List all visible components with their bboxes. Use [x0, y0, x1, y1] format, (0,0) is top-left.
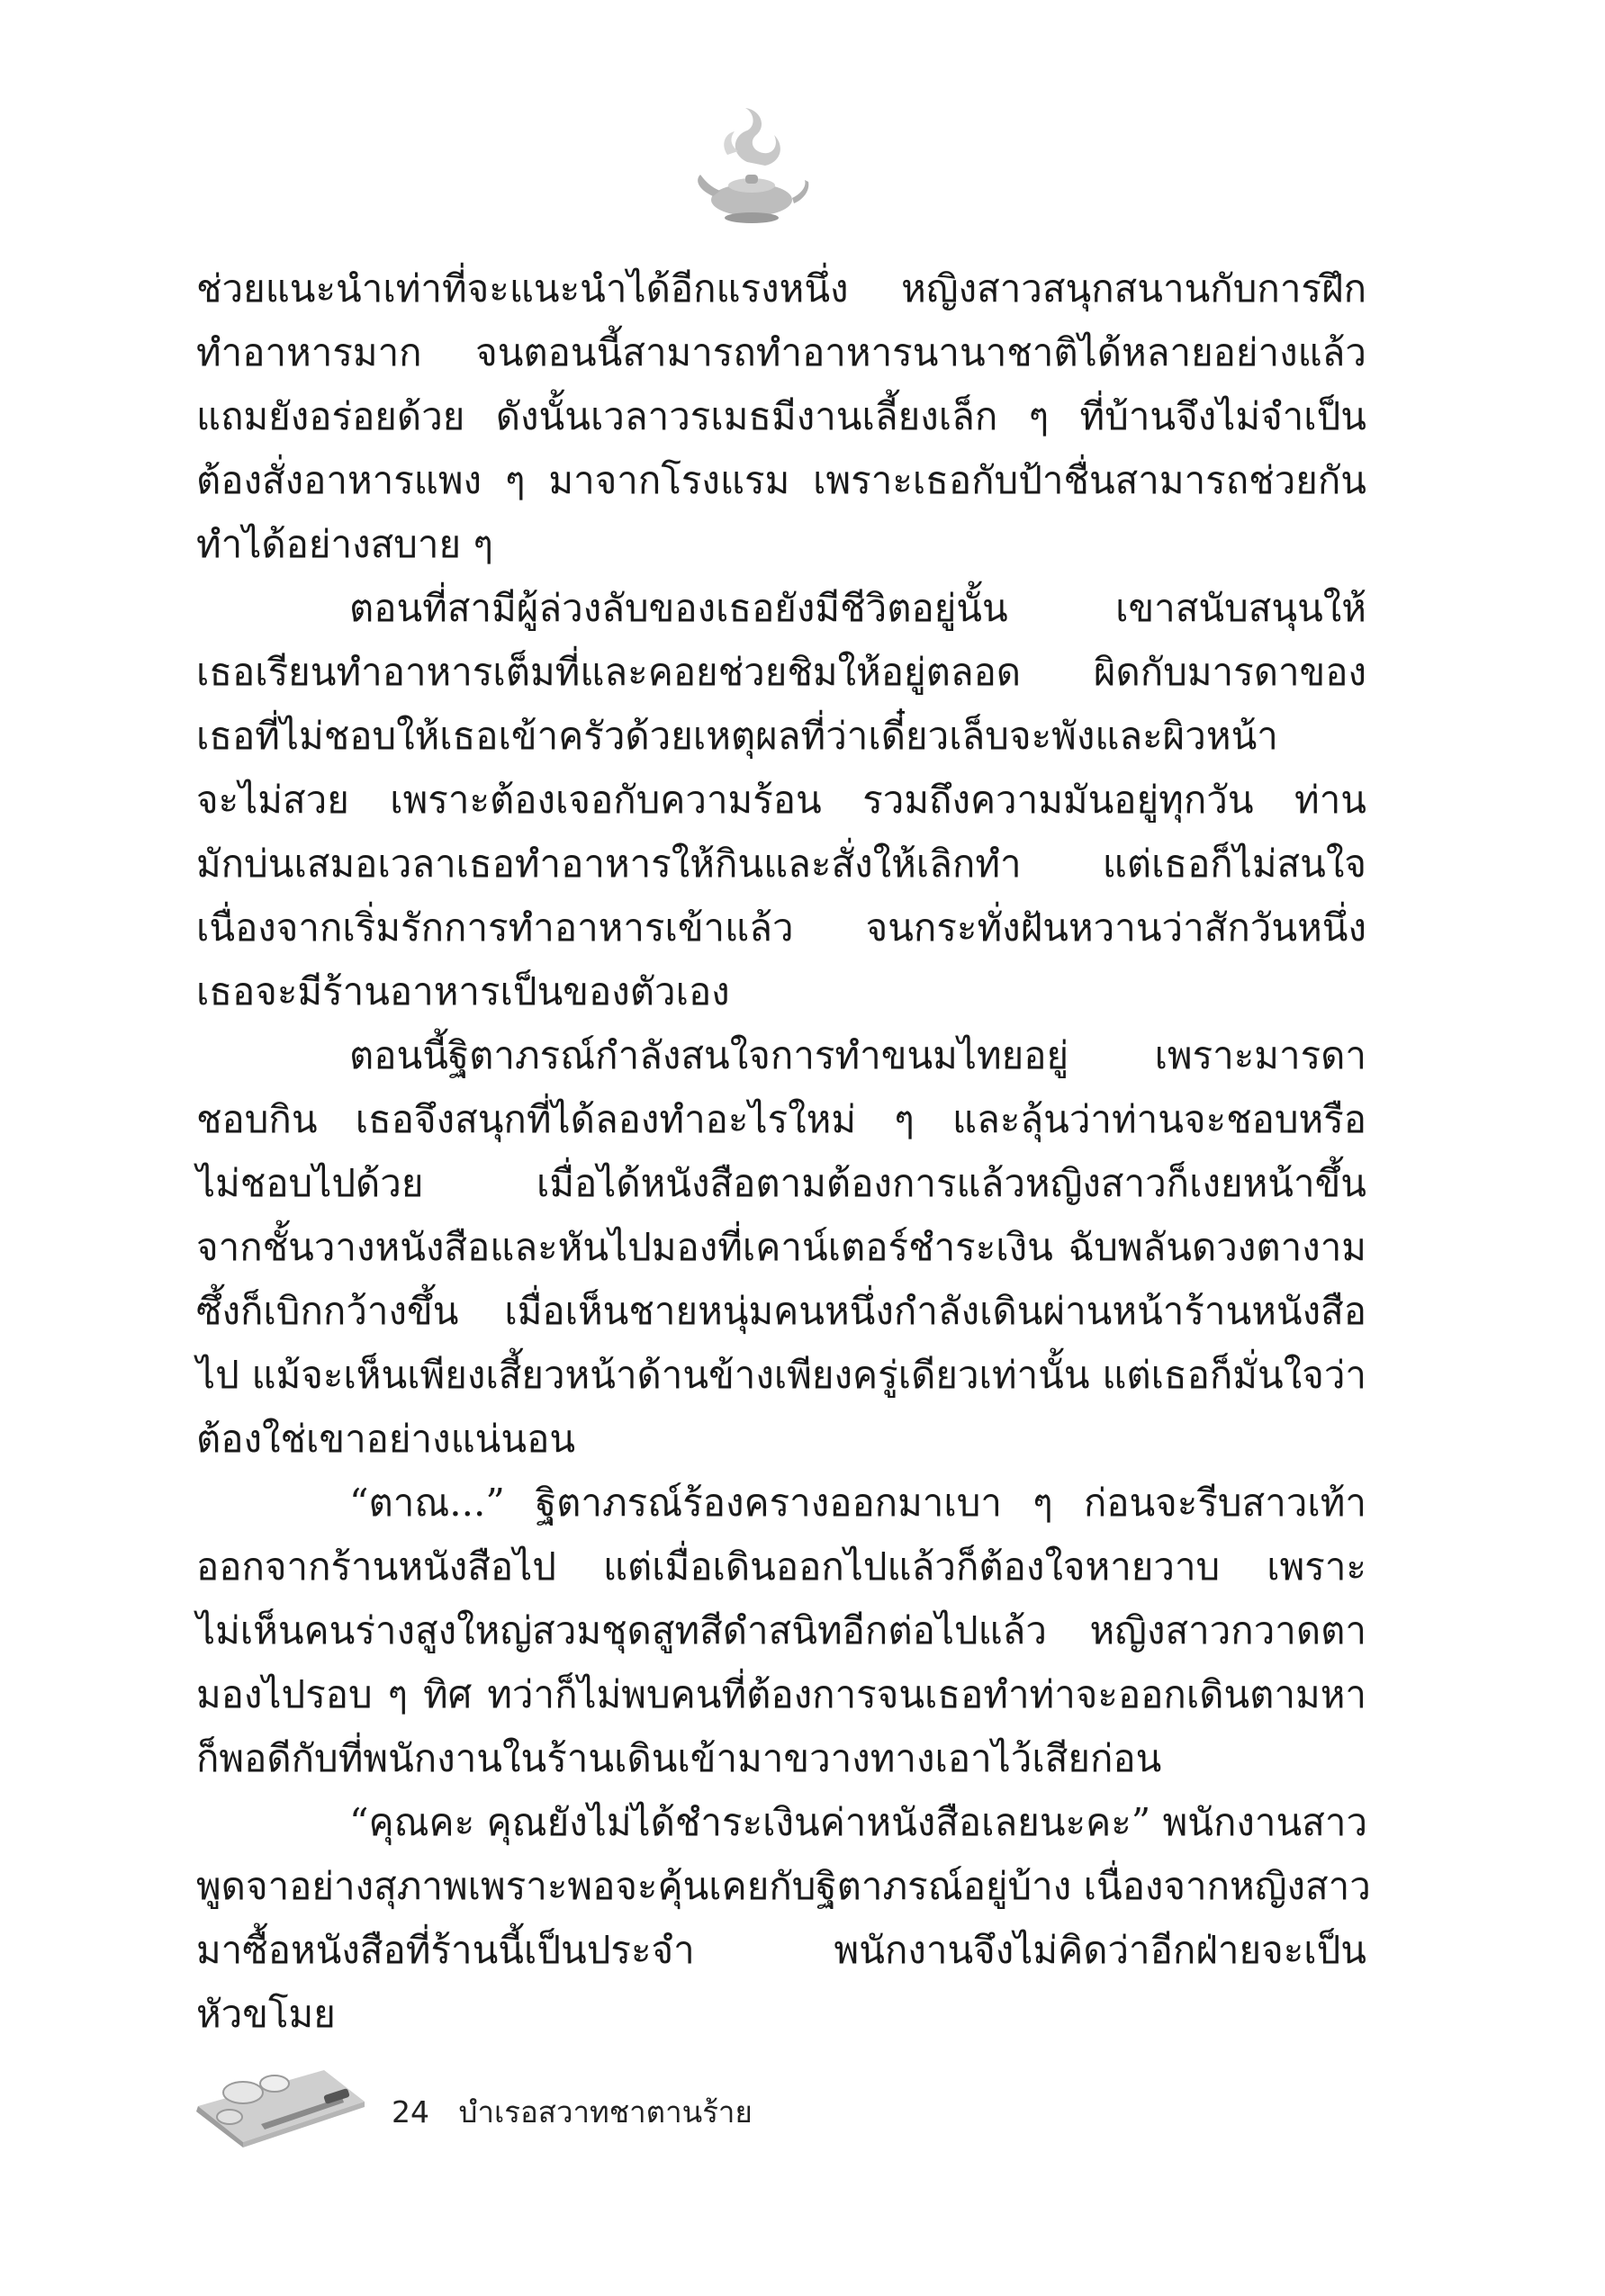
text-line: มักบ่นเสมอเวลาเธอทำอาหารให้กินและสั่งให้เลิกทำ แต่เธอก็ไม่สนใจ [196, 842, 1366, 886]
cutting-board-knife-ornament-icon [189, 2052, 369, 2151]
text-line: เนื่องจากเริ่มรักการทำอาหารเข้าแล้ว จนกระทั่งฝันหวานว่าสักวันหนึ่ง [196, 905, 1366, 950]
teapot-steam-ornament-icon [693, 99, 810, 234]
text-line: แถมยังอร่อยด้วย ดังนั้นเวลาวรเมธมีงานเลี้ยงเล็ก ๆ ที่บ้านจึงไม่จำเป็น [196, 394, 1366, 438]
text-line: ออกจากร้านหนังสือไป แต่เมื่อเดินออกไปแล้วก็ต้องใจหายวาบ เพราะ [196, 1544, 1366, 1589]
text-line: ต้องสั่งอาหารแพง ๆ มาจากโรงแรม เพราะเธอกับป้าชื่นสามารถช่วยกัน [196, 458, 1366, 502]
text-line: ต้องใช่เขาอย่างแน่นอน [196, 1417, 576, 1461]
text-line: เธอเรียนทำอาหารเต็มที่และคอยช่วยชิมให้อยู่ตลอด ผิดกับมารดาของ [196, 650, 1366, 694]
text-line: มาซื้อหนังสือที่ร้านนี้เป็นประจำ พนักงานจึงไม่คิดว่าอีกฝ่ายจะเป็น [196, 1928, 1366, 1972]
text-line: ซึ้งก็เบิกกว้างขึ้น เมื่อเห็นชายหนุ่มคนหนึ่งกำลังเดินผ่านหน้าร้านหนังสือ [196, 1289, 1366, 1333]
text-line: ไม่เห็นคนร่างสูงใหญ่สวมชุดสูทสีดำสนิทอีกต่อไปแล้ว หญิงสาวกวาดตา [196, 1608, 1366, 1652]
text-line: มองไปรอบ ๆ ทิศ ทว่าก็ไม่พบคนที่ต้องการจนเธอทำท่าจะออกเดินตามหา [196, 1672, 1366, 1716]
text-line: หัวขโมย [196, 1992, 336, 2036]
paragraph [196, 257, 1366, 576]
text-line: ชอบกิน เธอจึงสนุกที่ได้ลองทำอะไรใหม่ ๆ และลุ้นว่าท่านจะชอบหรือ [196, 1097, 1366, 1141]
paragraph [196, 576, 1366, 1023]
text-line: “คุณคะ คุณยังไม่ได้ชำระเงินค่าหนังสือเลยนะคะ” พนักงานสาว [349, 1800, 1368, 1844]
paragraph [196, 1790, 1371, 2046]
footer-text [392, 2088, 753, 2136]
book-title: บำเรอสวาทชาตานร้าย [458, 2094, 753, 2129]
text-line: ไป แม้จะเห็นเพียงเสี้ยวหน้าด้านข้างเพียงครู่เดียวเท่านั้น แต่เธอก็มั่นใจว่า [196, 1353, 1366, 1397]
text-line: ทำอาหารมาก จนตอนนี้สามารถทำอาหารนานาชาติได้หลายอย่างแล้ว [196, 330, 1366, 374]
text-line: พูดจาอย่างสุภาพเพราะพอจะคุ้นเคยกับฐิตาภรณ์อยู่บ้าง เนื่องจากหญิงสาว [196, 1864, 1371, 1908]
page-number: 24 [392, 2094, 429, 2129]
paragraph [196, 1023, 1366, 1471]
text-line: ตอนที่สามีผู้ล่วงลับของเธอยังมีชีวิตอยู่นั้น เขาสนับสนุนให้ [349, 586, 1366, 630]
text-line: ตอนนี้ฐิตาภรณ์กำลังสนใจการทำขนมไทยอยู่ เพราะมารดา [349, 1033, 1366, 1077]
text-line: จะไม่สวย เพราะต้องเจอกับความร้อน รวมถึงความมันอยู่ทุกวัน ท่าน [196, 778, 1366, 822]
text-line: เธอจะมีร้านอาหารเป็นของตัวเอง [196, 969, 730, 1013]
page-footer [189, 2052, 819, 2151]
text-line: ไม่ชอบไปด้วย เมื่อได้หนังสือตามต้องการแล้วหญิงสาวก็เงยหน้าขึ้น [196, 1161, 1366, 1205]
text-line: เธอที่ไม่ชอบให้เธอเข้าครัวด้วยเหตุผลที่ว่าเดี๋ยวเล็บจะพังและผิวหน้า [196, 714, 1278, 758]
text-line: จากชั้นวางหนังสือและหันไปมองที่เคาน์เตอร์ชำระเงิน ฉับพลันดวงตางาม [196, 1225, 1366, 1269]
text-line: ช่วยแนะนำเท่าที่จะแนะนำได้อีกแรงหนึ่ง หญิงสาวสนุกสนานกับการฝึก [196, 266, 1366, 311]
text-line: “ตาณ...” ฐิตาภรณ์ร้องครางออกมาเบา ๆ ก่อนจะรีบสาวเท้า [349, 1481, 1366, 1525]
text-line: ก็พอดีกับที่พนักงานในร้านเดินเข้ามาขวางทางเอาไว้เสียก่อน [196, 1736, 1162, 1780]
text-line: ทำได้อย่างสบาย ๆ [196, 522, 493, 566]
paragraph [196, 1471, 1366, 1790]
body-text [196, 257, 1371, 2046]
